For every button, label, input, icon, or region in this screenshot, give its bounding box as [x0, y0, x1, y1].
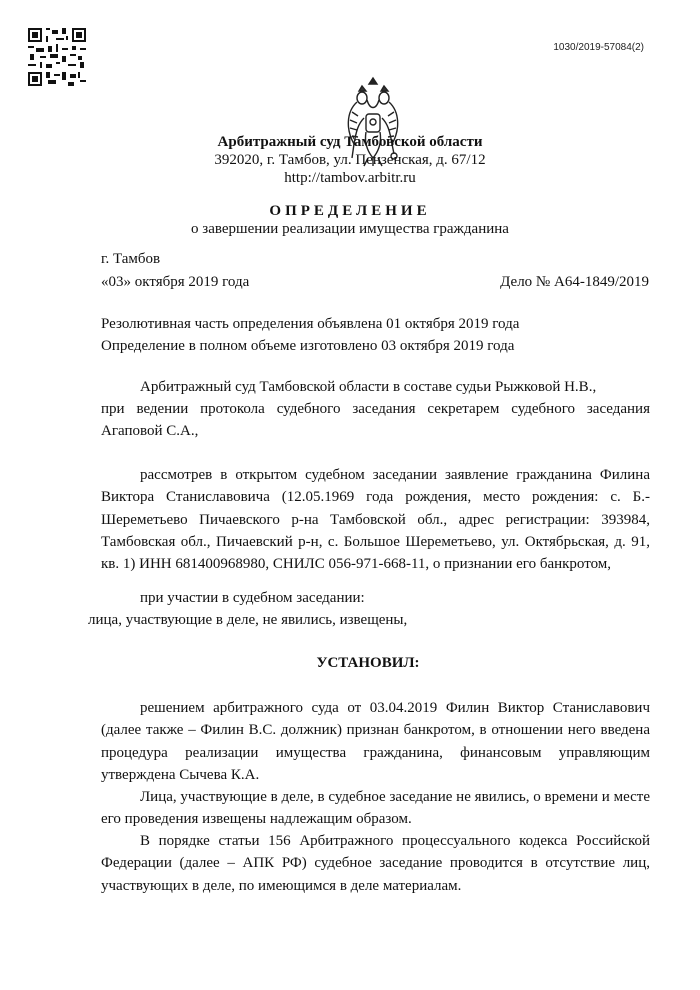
court-composition: Арбитражный суд Тамбовской области в составе судьи Рыжковой Н.В.,	[140, 379, 597, 395]
produced-line: Определение в полном объеме изготовлено 03 октября 2019 года	[101, 338, 515, 354]
case-number: Дело № А64-1849/2019	[500, 274, 649, 290]
participation-label: при участии в судебном заседании:	[140, 590, 365, 606]
date-case-row	[101, 273, 649, 292]
qr-code-icon	[28, 28, 86, 86]
considered-paragraph: рассмотрев в открытом судебном заседании заявление гражданина Филина Виктора Станиславовича (12.05.1969 года рождения, место рождения: с. Б.-Шереметьево Пичаевского р-на Тамбовской обл., адрес регистрации: 393984, Тамбовская обл., Пичаевский р-н, с. Большое Шереметьево, ул. Октябрьская, д. 91, кв. 1) ИНН 681400968980, СНИЛС 056-971-668-11, о признании его банкротом,	[101, 467, 650, 573]
established-heading: УСТАНОВИЛ:	[316, 655, 420, 671]
announced-line: Резолютивная часть определения объявлена 01 октября 2019 года	[101, 316, 520, 332]
court-website: http://tambov.arbitr.ru	[284, 170, 416, 186]
paragraph-procedure: В порядке статьи 156 Арбитражного процессуального кодекса Российской Федерации (далее – АПК РФ) судебное заседание проводится в отсутствие лиц, участвующих в деле, по имеющимся в деле материалам.	[101, 833, 650, 894]
secretary: при ведении протокола судебного заседания секретарем судебного заседания Агаповой С.А.,	[101, 401, 650, 440]
document-date: «03» октября 2019 года	[101, 274, 250, 290]
participation-value: лица, участвующие в деле, не явились, извещены,	[88, 612, 408, 628]
document-title: ОПРЕДЕЛЕНИЕ	[269, 203, 431, 219]
paragraph-decision: решением арбитражного суда от 03.04.2019 Филин Виктор Станиславович (далее также – Филин В.С. должник) признан банкротом, в отношении него введена процедура реализации имущества гражданина, финансовым управляющим утверждена Сычева К.А.	[101, 700, 650, 783]
document-subtitle: о завершении реализации имущества гражданина	[191, 221, 509, 237]
court-name: Арбитражный суд Тамбовской области	[217, 134, 483, 150]
document-number: 1030/2019-57084(2)	[553, 42, 644, 53]
court-address: 392020, г. Тамбов, ул. Пензенская, д. 67/12	[214, 152, 486, 168]
city: г. Тамбов	[101, 251, 161, 267]
paragraph-absence: Лица, участвующие в деле, в судебное заседание не явились, о времени и месте его проведения извещены надлежащим образом.	[101, 789, 650, 828]
